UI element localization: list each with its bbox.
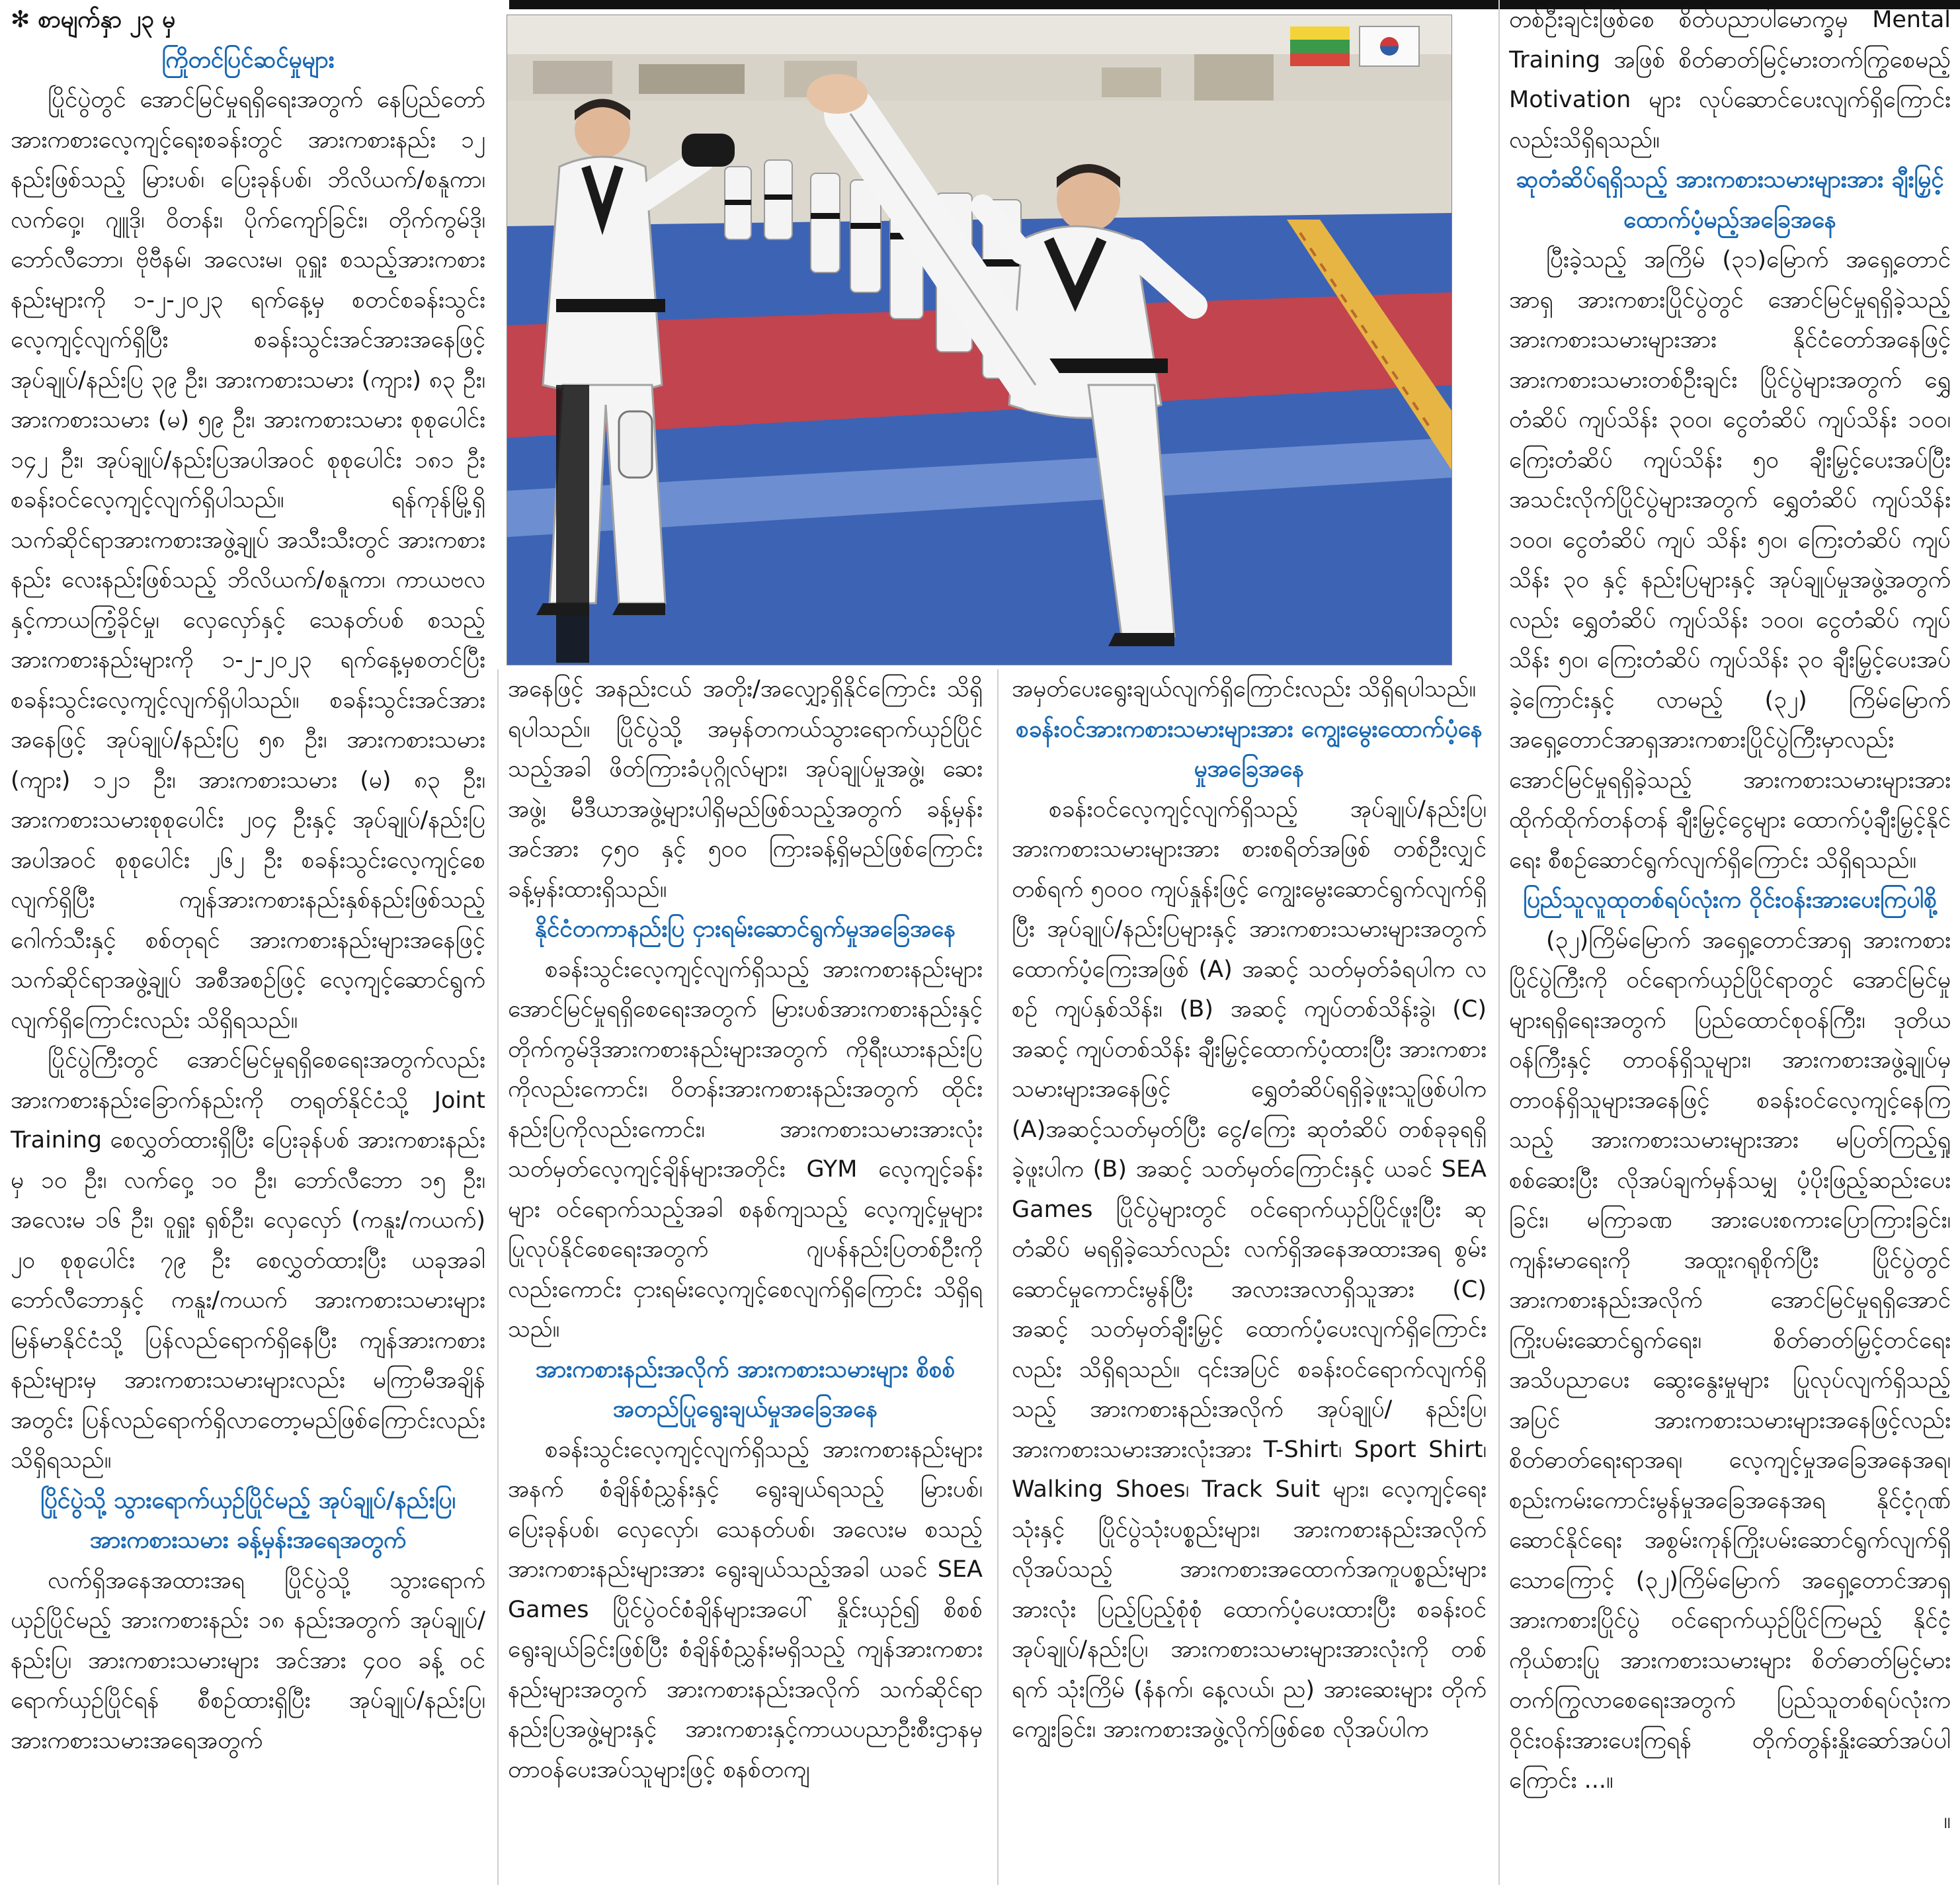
section-heading-preparations: ကြိုတင်ပြင်ဆင်မှုများ	[161, 46, 335, 73]
section-heading-medal-rewards: ဆုတံဆိပ်ရရှိသည့် အားကစားသမားများအား ချီးမြှင့်ထောက်ပံ့မည့်အခြေအနေ	[1516, 167, 1944, 233]
paragraph: ပြိုင်ပွဲကြီးတွင် အောင်မြင်မှုရရှိစေရေးအတွက်လည်း အားကစားနည်းခြောက်နည်းကို တရုတ်နိုင်ငံသို့ Joint Training စေလွှတ်ထားရှိပြီး ပြေးခုန်ပစ် အားကစားနည်းမှ ၁၀ ဦး၊ လက်ဝှေ့ ၁၀ ဦး၊ ဘော်လီဘော ၁၅ ဦး၊ အလေးမ ၁၆ ဦး၊ ဝူရှူး ရှစ်ဦး၊ လှေလှော် (ကနူး/ကယက်) ၂၀ စုစုပေါင်း ၇၉ ဦး စေလွှတ်ထားပြီး ယခုအခါ ဘော်လီဘောနှင့် ကနူး/ကယက် အားကစားသမားများ မြန်မာနိုင်ငံသို့ ပြန်လည်ရောက်ရှိနေပြီး ကျန်အားကစားနည်းများမှ အားကစားသမားများလည်း မကြာမီအချိန်အတွင်း ပြန်လည်ရောက်ရှိလာတော့မည်ဖြစ်ကြောင်းလည်း သိရှိရသည်။	[11, 1047, 485, 1474]
paragraph: စခန်းသွင်းလေ့ကျင့်လျက်ရှိသည့် အားကစားနည်းများအနက် စံချိန်စံညွှန်းနှင့် ရွေးချယ်ရသည့် မြားပစ်၊ ပြေးခုန်ပစ်၊ လှေလှော်၊ သေနတ်ပစ်၊ အလေးမ စသည့် အားကစားနည်းများအား ရွေးချယ်သည့်အခါ ယခင် SEA Games ပြိုင်ပွဲဝင်စံချိန်များအပေါ် နှိုင်းယှဉ်၍ စိစစ်ရွေးချယ်ခြင်းဖြစ်ပြီး စံချိန်စံညွှန်းမရှိသည့် ကျန်အားကစားနည်းများအတွက် အားကစားနည်းအလိုက် သက်ဆိုင်ရာနည်းပြအဖွဲ့များနှင့် အားကစားနှင့်ကာယပညာဦးစီးဌာနမှ တာဝန်ပေးအပ်သူများဖြင့် စနစ်တကျ	[508, 1436, 983, 1783]
paragraph: အနေဖြင့် အနည်းငယ် အတိုး/အလျှော့ရှိနိုင်ကြောင်း သိရှိရပါသည်။ ပြိုင်ပွဲသို့ အမှန်တကယ်သွားရောက်ယှဉ်ပြိုင်သည့်အခါ ဖိတ်ကြားခံပုဂ္ဂိုလ်များ၊ အုပ်ချုပ်မှုအဖွဲ့၊ ဆေးအဖွဲ့၊ မီဒီယာအဖွဲ့များပါရှိမည်ဖြစ်သည့်အတွက် ခန့်မှန်းအင်အား ၄၅၀ နှင့် ၅၀၀ ကြားခန့်ရှိမည်ဖြစ်ကြောင်း ခန့်မှန်းထားရှိသည်။	[508, 676, 983, 903]
article-column-1	[11, 0, 485, 1885]
taekwondo-training-photo	[507, 15, 1452, 665]
paragraph: လက်ရှိအနေအထားအရ ပြိုင်ပွဲသို့ သွားရောက်ယှဉ်ပြိုင်မည့် အားကစားနည်း ၁၈ နည်းအတွက် အုပ်ချုပ်/နည်းပြ၊ အားကစားသမားများ အင်အား ၄၀၀ ခန့် ဝင်ရောက်ယှဉ်ပြိုင်ရန် စီစဉ်ထားရှိပြီး အုပ်ချုပ်/နည်းပြ၊ အားကစားသမားအရေအတွက်	[11, 1567, 485, 1754]
article-column-3	[1012, 669, 1487, 1885]
section-heading-camp-support: စခန်းဝင်အားကစားသမားများအား ကျွေးမွေးထောက်ပံ့နေမှုအခြေအနေ	[1016, 716, 1483, 782]
paragraph: အမှတ်ပေးရွေးချယ်လျက်ရှိကြောင်းလည်း သိရှိရပါသည်။	[1012, 676, 1477, 702]
paragraph: တစ်ဦးချင်းဖြစ်စေ စိတ်ပညာပါမောက္ခမှ Mental Training အဖြစ် စိတ်ဓာတ်မြင့်မားတက်ကြွစေမည့် Motivation များ လုပ်ဆောင်ပေးလျက်ရှိကြောင်းလည်းသိရှိရသည်။	[1509, 7, 1951, 153]
paragraph: ပြီးခဲ့သည့် အကြိမ် (၃၁)မြောက် အရှေ့တောင်အာရှ အားကစားပြိုင်ပွဲတွင် အောင်မြင်မှုရရှိခဲ့သည့် အားကစားသမားများအား နိုင်ငံတော်အနေဖြင့် အားကစားသမားတစ်ဦးချင်း ပြိုင်ပွဲများအတွက် ရွှေတံဆိပ် ကျပ်သိန်း ၃၀၀၊ ငွေတံဆိပ် ကျပ်သိန်း ၁၀၀၊ ကြေးတံဆိပ် ကျပ်သိန်း ၅၀ ချီးမြှင့်ပေးအပ်ပြီး အသင်းလိုက်ပြိုင်ပွဲများအတွက် ရွှေတံဆိပ် ကျပ်သိန်း ၁၀၀၊ ငွေတံဆိပ် ကျပ် သိန်း ၅၀၊ ကြေးတံဆိပ် ကျပ်သိန်း ၃၀ နှင့် နည်းပြများနှင့် အုပ်ချုပ်မှုအဖွဲ့အတွက်လည်း ရွှေတံဆိပ် ကျပ်သိန်း ၁၀၀၊ ငွေတံဆိပ် ကျပ်သိန်း ၅၀၊ ကြေးတံဆိပ် ကျပ်သိန်း ၃၀ ချီးမြှင့်ပေးအပ်ခဲ့ကြောင်းနှင့် လာမည့် (၃၂) ကြိမ်မြောက် အရှေ့တောင်အာရှအားကစားပြိုင်ပွဲကြီးမှာလည်း အောင်မြင်မှုရရှိခဲ့သည့် အားကစားသမားများအား ထိုက်ထိုက်တန်တန် ချီးမြှင့်ငွေများ ထောက်ပံ့ချီးမြှင့်နိုင်ရေး စီစဉ်ဆောင်ရွက်လျက်ရှိကြောင်း သိရှိရသည်။	[1509, 247, 1951, 874]
paragraph: ပြိုင်ပွဲတွင် အောင်မြင်မှုရရှိရေးအတွက် နေပြည်တော် အားကစားလေ့ကျင့်ရေးစခန်းတွင် အားကစားနည်း ၁၂ နည်းဖြစ်သည့် မြားပစ်၊ ပြေးခုန်ပစ်၊ ဘိလိယက်/စနူကာ၊ လက်ဝှေ့၊ ဂျူဒို၊ ဝိတန်း၊ ပိုက်ကျော်ခြင်း၊ တိုက်ကွမ်ဒို၊ ဘော်လီဘော၊ ဗိုဗီနမ်၊ အလေးမ၊ ဝူရှူး စသည့်အားကစားနည်းများကို ၁-၂-၂၀၂၃ ရက်နေ့မှ စတင်စခန်းသွင်းလေ့ကျင့်လျက်ရှိပြီး စခန်းသွင်းအင်အားအနေဖြင့် အုပ်ချုပ်/နည်းပြ ၃၉ ဦး၊ အားကစားသမား (ကျား) ၈၃ ဦး၊ အားကစားသမား (မ) ၅၉ ဦး၊ အားကစားသမား စုစုပေါင်း ၁၄၂ ဦး၊ အုပ်ချုပ်/နည်းပြအပါအဝင် စုစုပေါင်း ၁၈၁ ဦး စခန်းဝင်လေ့ကျင့်လျက်ရှိပါသည်။ ရန်ကုန်မြို့ရှိ သက်ဆိုင်ရာအားကစားအဖွဲ့ချုပ် အသီးသီးတွင် အားကစားနည်း လေးနည်းဖြစ်သည့် ဘိလိယက်/စနူကာ၊ ကာယဗလနှင့်ကာယကြံ့ခိုင်မှု၊ လှေလှော်နှင့် သေနတ်ပစ် စသည့် အားကစားနည်းများကို ၁-၂-၂၀၂၃ ရက်နေ့မှစတင်ပြီး စခန်းသွင်းလေ့ကျင့်လျက်ရှိပါသည်။ စခန်းသွင်းအင်အားအနေဖြင့် အုပ်ချုပ်/နည်းပြ ၅၈ ဦး၊ အားကစားသမား (ကျား) ၁၂၁ ဦး၊ အားကစားသမား (မ) ၈၃ ဦး၊ အားကစားသမားစုစုပေါင်း ၂၀၄ ဦးနှင့် အုပ်ချုပ်/နည်းပြအပါအဝင် စုစုပေါင်း ၂၆၂ ဦး စခန်းသွင်းလေ့ကျင့်စေလျက်ရှိပြီး ကျန်အားကစားနည်းနှစ်နည်းဖြစ်သည့် ဂေါက်သီးနှင့် စစ်တုရင် အားကစားနည်းများအနေဖြင့် သက်ဆိုင်ရာအဖွဲ့ချုပ် အစီအစဉ်ဖြင့် လေ့ကျင့်ဆောင်ရွက်လျက်ရှိကြောင်းလည်း သိရှိရသည်။	[11, 87, 485, 1034]
continued-from-label: ✻ စာမျက်နှာ ၂၃ မှ	[11, 7, 176, 33]
section-heading-delegation-size: ပြိုင်ပွဲသို့ သွားရောက်ယှဉ်ပြိုင်မည့် အုပ်ချုပ်/နည်းပြ၊ အားကစားသမား ခန့်မှန်းအရေအတွက်	[40, 1487, 456, 1554]
column-divider	[1498, 0, 1500, 1885]
end-of-article-mark: ။	[1943, 1807, 1951, 1834]
photo-illustration	[507, 15, 1452, 665]
section-heading-athlete-selection: အားကစားနည်းအလိုက် အားကစားသမားများ စိစစ်အတည်ပြုရွေးချယ်မှုအခြေအနေ	[535, 1356, 956, 1423]
column-divider	[497, 669, 499, 1885]
paragraph: စခန်းသွင်းလေ့ကျင့်လျက်ရှိသည့် အားကစားနည်းများ အောင်မြင်မှုရရှိစေရေးအတွက် မြားပစ်အားကစားနည်းနှင့် တိုက်ကွမ်ဒိုအားကစားနည်းများအတွက် ကိုရီးယားနည်းပြကိုလည်းကောင်း၊ ဝိတန်းအားကစားနည်းအတွက် ထိုင်းနည်းပြကိုလည်းကောင်း၊ အားကစားသမားအားလုံး သတ်မှတ်လေ့ကျင့်ချိန်များအတိုင်း GYM လေ့ကျင့်ခန်းများ ဝင်ရောက်သည့်အခါ စနစ်ကျသည့် လေ့ကျင့်မှုများ ပြုလုပ်နိုင်စေရေးအတွက် ဂျပန်နည်းပြတစ်ဦးကိုလည်းကောင်း ငှားရမ်းလေ့ကျင့်စေလျက်ရှိကြောင်း သိရှိရသည်။	[508, 956, 983, 1343]
section-heading-public-support: ပြည်သူလူထုတစ်ရပ်လုံးက ဝိုင်းဝန်းအားပေးကြပါစို့	[1523, 887, 1937, 913]
article-column-2	[508, 669, 983, 1885]
paragraph: (၃၂)ကြိမ်မြောက် အရှေ့တောင်အာရှ အားကစားပြိုင်ပွဲကြီးကို ဝင်ရောက်ယှဉ်ပြိုင်ရာတွင် အောင်မြင်မှုများရရှိရေးအတွက် ပြည်ထောင်စုဝန်ကြီး၊ ဒုတိယဝန်ကြီးနှင့် တာဝန်ရှိသူများ၊ အားကစားအဖွဲ့ချုပ်မှ တာဝန်ရှိသူများအနေဖြင့် စခန်းဝင်လေ့ကျင့်နေကြသည့် အားကစားသမားများအား မပြတ်ကြည့်ရှုစစ်ဆေးပြီး လိုအပ်ချက်မှန်သမျှ ပံ့ပိုးဖြည့်ဆည်းပေးခြင်း၊ မကြာခဏ အားပေးစကားပြောကြားခြင်း၊ ကျန်းမာရေးကို အထူးဂရုစိုက်ပြီး ပြိုင်ပွဲတွင် အားကစားနည်းအလိုက် အောင်မြင်မှုရရှိအောင် ကြိုးပမ်းဆောင်ရွက်ရေး၊ စိတ်ဓာတ်မြှင့်တင်ရေး အသိပညာပေး ဆွေးနွေးမှုများ ပြုလုပ်လျက်ရှိသည့်အပြင် အားကစားသမားများအနေဖြင့်လည်း စိတ်ဓာတ်ရေးရာအရ၊ လေ့ကျင့်မှုအခြေအနေအရ၊ စည်းကမ်းကောင်းမွန်မှုအခြေအနေအရ နိုင်ငံ့ဂုဏ်ဆောင်နိုင်ရေး အစွမ်းကုန်ကြိုးပမ်းဆောင်ရွက်လျက်ရှိသောကြောင့် (၃၂)ကြိမ်မြောက် အရှေ့တောင်အာရှ အားကစားပြိုင်ပွဲ ဝင်ရောက်ယှဉ်ပြိုင်ကြမည့် နိုင်ငံ့ကိုယ်စားပြု အားကစားသမားများ စိတ်ဓာတ်မြင့်မားတက်ကြွလာစေရေးအတွက် ပြည်သူတစ်ရပ်လုံးက ဝိုင်းဝန်းအားပေးကြရန် တိုက်တွန်းနှိုးဆော်အပ်ပါကြောင်း ...။	[1509, 927, 1951, 1794]
column-divider	[997, 669, 999, 1885]
section-heading-foreign-coaches: နိုင်ငံတကာနည်းပြ ငှားရမ်းဆောင်ရွက်မှုအခြေအနေ	[534, 916, 956, 942]
paragraph: စခန်းဝင်လေ့ကျင့်လျက်ရှိသည့် အုပ်ချုပ်/နည်းပြ၊ အားကစားသမားများအား စားစရိတ်အဖြစ် တစ်ဦးလျှင် တစ်ရက် ၅၀၀၀ ကျပ်နှုန်းဖြင့် ကျွေးမွေးဆောင်ရွက်လျက်ရှိပြီး အုပ်ချုပ်/နည်းပြများနှင့် အားကစားသမားများအတွက် ထောက်ပံ့ကြေးအဖြစ် (A) အဆင့် သတ်မှတ်ခံရပါက လစဉ် ကျပ်နှစ်သိန်း၊ (B) အဆင့် ကျပ်တစ်သိန်းခွဲ၊ (C) အဆင့် ကျပ်တစ်သိန်း ချီးမြှင့်ထောက်ပံ့ထားပြီး အားကစားသမားများအနေဖြင့် ရွှေတံဆိပ်ရရှိခဲ့ဖူးသူဖြစ်ပါက (A)အဆင့်သတ်မှတ်ပြီး ငွေ/ကြေး ဆုတံဆိပ် တစ်ခုခုရရှိခဲ့ဖူးပါက (B) အဆင့် သတ်မှတ်ကြောင်းနှင့် ယခင် SEA Games ပြိုင်ပွဲများတွင် ဝင်ရောက်ယှဉ်ပြိုင်ဖူးပြီး ဆုတံဆိပ် မရရှိခဲ့သော်လည်း လက်ရှိအနေအထားအရ စွမ်းဆောင်မှုကောင်းမွန်ပြီး အလားအလာရှိသူအား (C) အဆင့် သတ်မှတ်ချီးမြှင့် ထောက်ပံ့ပေးလျက်ရှိကြောင်းလည်း သိရှိရသည်။ ၎င်းအပြင် စခန်းဝင်ရောက်လျက်ရှိသည့် အားကစားနည်းအလိုက် အုပ်ချုပ်/ နည်းပြ၊ အားကစားသမားအားလုံးအား T-Shirt၊ Sport Shirt၊ Walking Shoes၊ Track Suit များ၊ လေ့ကျင့်ရေးသုံးနှင့် ပြိုင်ပွဲသုံးပစ္စည်းများ၊ အားကစားနည်းအလိုက် လိုအပ်သည့် အားကစားအထောက်အကူပစ္စည်းများအားလုံး ပြည့်ပြည့်စုံစုံ ထောက်ပံ့ပေးထားပြီး စခန်းဝင် အုပ်ချုပ်/နည်းပြ၊ အားကစားသမားများအားလုံးကို တစ်ရက် သုံးကြိမ် (နံနက်၊ နေ့လယ်၊ ည) အားဆေးများ တိုက်ကျွေးခြင်း၊ အားကစားအဖွဲ့လိုက်ဖြစ်စေ လိုအပ်ပါက	[1012, 796, 1487, 1743]
article-column-4	[1509, 0, 1951, 1885]
